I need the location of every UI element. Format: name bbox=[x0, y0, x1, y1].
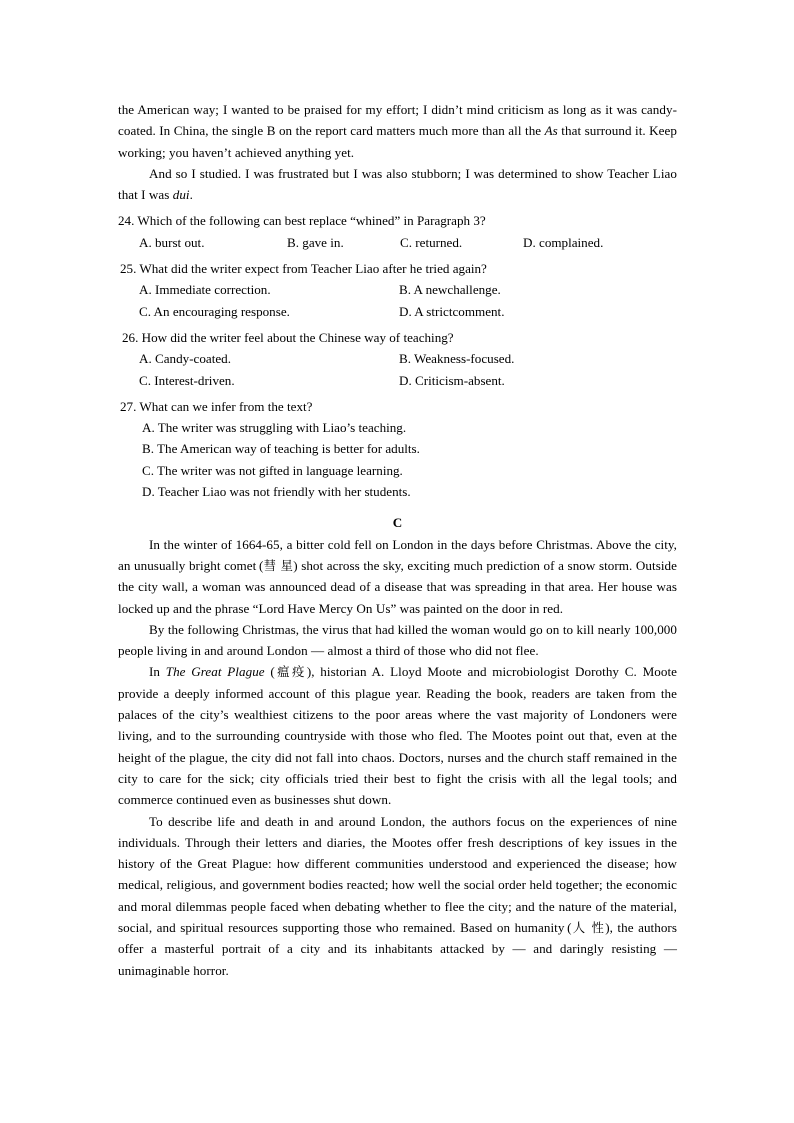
passage-b-para2-text-post: . bbox=[189, 187, 193, 203]
passage-b-para1-text-pre: the American way; I wanted to be praised for my effort; I didn’t mind criticism as long as it was candy-coated. In China, the single B on the report card matters much more than all the bbox=[118, 102, 677, 139]
passage-b-paragraph-continuation bbox=[118, 99, 677, 163]
page-content-column bbox=[118, 99, 677, 981]
section-c-para3-text-post: ), historian A. Lloyd Moote and microbiologist Dorothy C. Moote provide a deeply informed account of this plague year. Reading the book, readers are taken from the palaces of the city’s wealthiest citizens to the poor areas where the vast majority of Londoners were living, and to the surrounding countryside with those who fled. The Mootes point out that, even at the height of the plague, the city did not fall into chaos. Doctors, nurses and the church staff remained in the city to care for the sick; city officials tried their best to fight the crisis with all the legal tools; and commerce continued even as businesses shut down. bbox=[118, 664, 678, 808]
section-c-book-title-the-great-plague: The Great Plague bbox=[165, 664, 265, 680]
question-24-option-a[interactable]: A. burst out. bbox=[139, 234, 205, 250]
section-c-para1-text-2: ) shot across the sky, exciting much prediction of a snow storm. Outside the city wall, a woman was announced dead of a disease that was spreading in that area. Her house was locked up and the phrase “Lord Have Mercy On Us” was painted on the door in red. bbox=[118, 557, 677, 616]
question-24-option-b[interactable]: B. gave in. bbox=[287, 234, 344, 250]
question-27-stem: 27. What can we infer from the text? bbox=[120, 398, 313, 414]
question-27 bbox=[118, 396, 677, 502]
question-24 bbox=[118, 210, 677, 253]
passage-b-para2-text-pre: And so I studied. I was frustrated but I was also stubborn; I was determined to show Teacher Liao that I was bbox=[118, 165, 677, 203]
section-c-para4-text-1: To describe life and death in and around London, the authors focus on the experiences of nine individuals. Through their letters and diaries, the Mootes offer fresh descriptions of key issues in the history of the Great Plague: how different communities understood and experienced the disease; how medical, religious, and government bodies reacted; how well the social order held together; the economic and moral dilemmas people faced when debating whether to flee the city; and the nature of the material, social, and spiritual resources supporting those who remained. Based on humanity ( bbox=[118, 813, 677, 935]
question-26 bbox=[118, 327, 677, 391]
question-27-option-b[interactable]: B. The American way of teaching is better for adults. bbox=[142, 441, 420, 457]
question-26-option-c[interactable]: C. Interest-driven. bbox=[139, 372, 235, 388]
question-26-option-d[interactable]: D. Criticism-absent. bbox=[399, 372, 505, 388]
question-25-options-row-1 bbox=[118, 279, 677, 300]
section-c-heading: C bbox=[392, 515, 403, 531]
question-24-option-d[interactable]: D. complained. bbox=[523, 234, 604, 250]
passage-b-para1-italic-as: As bbox=[544, 123, 558, 139]
question-25-option-c[interactable]: C. An encouraging response. bbox=[139, 303, 290, 319]
section-c-paragraph-2: By the following Christmas, the virus that had killed the woman would go on to kill nearly 100,000 people living in and around London — almost a third of those who did not flee. bbox=[118, 621, 677, 659]
question-26-option-a[interactable]: A. Candy-coated. bbox=[139, 351, 231, 367]
section-c-para4-text-2: ), the authors offer a masterful portrait of a city and its inhabitants attacked by — and daringly resisting — unimaginable horror. bbox=[118, 919, 677, 978]
question-26-stem: 26. How did the writer feel about the Chinese way of teaching? bbox=[122, 329, 454, 345]
question-25-option-b[interactable]: B. A newchallenge. bbox=[399, 282, 501, 298]
question-25-option-d[interactable]: D. A strictcomment. bbox=[399, 303, 505, 319]
passage-b-paragraph-final bbox=[118, 163, 677, 206]
question-26-option-b[interactable]: B. Weakness-focused. bbox=[399, 351, 515, 367]
section-c-para4-cjk-humanity: 人 性 bbox=[571, 919, 606, 935]
question-24-stem: 24. Which of the following can best replace “whined” in Paragraph 3? bbox=[118, 213, 486, 229]
question-26-options-row-1 bbox=[118, 348, 677, 369]
question-24-options-row bbox=[118, 232, 677, 253]
section-c-para1-cjk-comet: 彗 星 bbox=[263, 557, 294, 573]
section-c-para3-cjk-plague: 瘟疫 bbox=[274, 664, 307, 680]
question-25-stem: 25. What did the writer expect from Teacher Liao after he tried again? bbox=[120, 261, 487, 277]
question-27-option-d[interactable]: D. Teacher Liao was not friendly with her students. bbox=[142, 484, 411, 500]
section-c-paragraph-3 bbox=[118, 661, 677, 810]
section-c-para3-text-mid: ( bbox=[264, 664, 275, 680]
question-25-options-row-2 bbox=[118, 301, 677, 322]
section-c-para1-text-1: In the winter of 1664-65, a bitter cold fell on London in the days before Christmas. Above the city, an unusually bright comet ( bbox=[118, 536, 677, 573]
question-24-option-c[interactable]: C. returned. bbox=[400, 234, 463, 250]
question-27-option-a[interactable]: A. The writer was struggling with Liao’s teaching. bbox=[142, 420, 407, 436]
section-c-paragraph-1 bbox=[118, 534, 677, 619]
passage-b-para1-text-post: that surround it. Keep working; you haven’t achieved anything yet. bbox=[118, 123, 677, 160]
question-27-option-c[interactable]: C. The writer was not gifted in language learning. bbox=[142, 462, 403, 478]
spacer-before-section-c bbox=[118, 502, 677, 512]
question-25-option-a[interactable]: A. Immediate correction. bbox=[139, 282, 271, 298]
question-25 bbox=[118, 258, 677, 322]
question-26-options-row-2 bbox=[118, 370, 677, 391]
section-c-paragraph-4 bbox=[118, 811, 677, 981]
passage-b-para2-italic-dui: dui bbox=[172, 187, 190, 203]
section-c-para3-text-pre: In bbox=[149, 664, 166, 680]
